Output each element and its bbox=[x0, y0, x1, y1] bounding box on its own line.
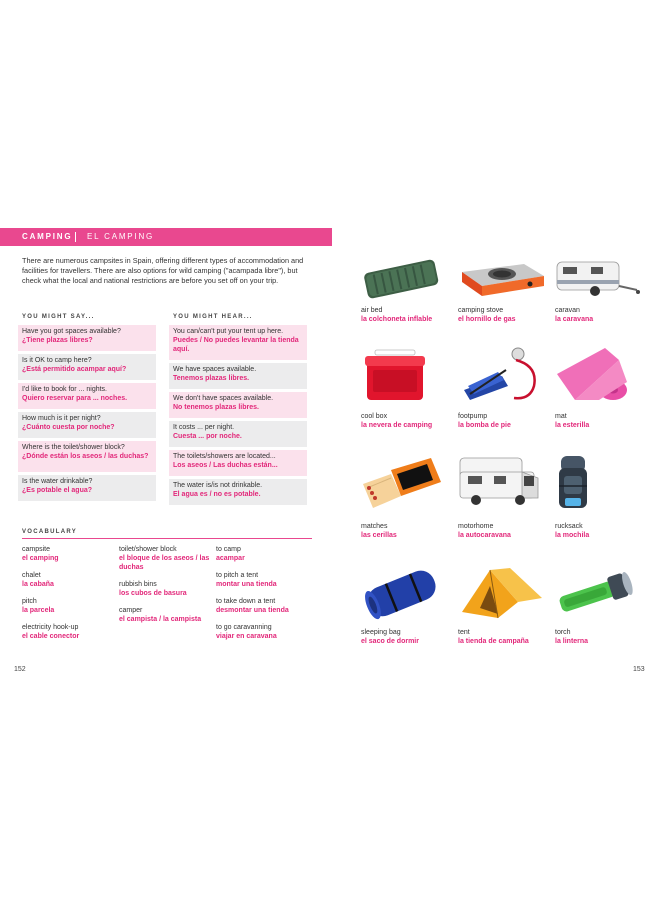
vocab-item: to pitch a tent montar una tienda bbox=[216, 572, 277, 588]
vocabulary-column-2 bbox=[119, 545, 214, 632]
item-label: camping stove el hornillo de gas bbox=[458, 307, 516, 323]
section-banner bbox=[0, 228, 332, 246]
vocab-item: chalet la cabaña bbox=[22, 572, 54, 588]
phrase-row: How much is it per night? ¿Cuánto cuesta por noche? bbox=[18, 412, 156, 438]
mat-icon bbox=[555, 346, 645, 408]
you-might-say-list bbox=[18, 325, 156, 504]
item-label: mat la esterilla bbox=[555, 413, 590, 429]
vocabulary-heading: VOCABULARY bbox=[22, 529, 78, 535]
phrase-row: Have you got spaces available? ¿Tiene plazas libres? bbox=[18, 325, 156, 351]
item-label: sleeping bag el saco de dormir bbox=[361, 629, 419, 645]
vocab-item: rubbish bins los cubos de basura bbox=[119, 581, 187, 597]
motorhome-icon bbox=[458, 452, 548, 514]
item-label: matches las cerillas bbox=[361, 523, 397, 539]
matches-icon bbox=[361, 452, 451, 514]
rucksack-icon bbox=[555, 452, 645, 514]
cool-box-icon bbox=[361, 346, 451, 408]
vocab-item: pitch la parcela bbox=[22, 598, 55, 614]
phrase-row: Where is the toilet/shower block? ¿Dónde están los aseos / las duchas? bbox=[18, 441, 156, 472]
item-label: torch la linterna bbox=[555, 629, 589, 645]
item-label: tent la tienda de campaña bbox=[458, 629, 529, 645]
item-label: air bed la colchoneta inflable bbox=[361, 307, 433, 323]
torch-icon bbox=[555, 562, 645, 624]
tent-icon bbox=[458, 562, 548, 624]
phrase-row: The toilets/showers are located... Los aseos / Las duchas están... bbox=[169, 450, 307, 476]
vocab-item: to go caravanning viajar en caravana bbox=[216, 624, 277, 640]
air-bed-icon bbox=[361, 250, 451, 302]
page-number-left: 152 bbox=[14, 666, 26, 673]
phrase-row: We have spaces available. Tenemos plazas libres. bbox=[169, 363, 307, 389]
item-label: cool box la nevera de camping bbox=[361, 413, 433, 429]
vocabulary-divider bbox=[22, 538, 312, 539]
vocab-item: toilet/shower block el bloque de los aseos / las duchas bbox=[119, 546, 210, 571]
vocabulary-column-3 bbox=[216, 545, 311, 649]
vocab-item: campsite el camping bbox=[22, 546, 59, 562]
vocab-item: to take down a tent desmontar una tienda bbox=[216, 598, 289, 614]
phrase-row: It costs ... per night. Cuesta ... por noche. bbox=[169, 421, 307, 447]
you-might-say-heading: YOU MIGHT SAY... bbox=[22, 314, 95, 320]
vocab-item: to camp acampar bbox=[216, 546, 245, 562]
phrase-row: You can/can't put your tent up here. Puedes / No puedes levantar la tienda aquí. bbox=[169, 325, 307, 360]
you-might-hear-heading: YOU MIGHT HEAR... bbox=[173, 314, 253, 320]
phrase-row: I'd like to book for ... nights. Quiero reservar para ... noches. bbox=[18, 383, 156, 409]
sleeping-bag-icon bbox=[361, 562, 451, 624]
footpump-icon bbox=[458, 346, 548, 408]
item-label: footpump la bomba de pie bbox=[458, 413, 511, 429]
caravan-icon bbox=[555, 250, 645, 302]
phrase-row: Is it OK to camp here? ¿Está permitido acampar aquí? bbox=[18, 354, 156, 380]
page-number-right: 153 bbox=[633, 666, 645, 673]
vocabulary-column-1 bbox=[22, 545, 117, 649]
vocab-item: electricity hook-up el cable conector bbox=[22, 624, 80, 640]
item-label: rucksack la mochila bbox=[555, 523, 590, 539]
item-label: motorhome la autocaravana bbox=[458, 523, 511, 539]
vocab-item: camper el campista / la campista bbox=[119, 607, 202, 623]
camping-stove-icon bbox=[458, 250, 548, 302]
section-title: CAMPING bbox=[22, 232, 73, 241]
phrase-row: The water is/is not drinkable. El agua es / no es potable. bbox=[169, 479, 307, 505]
intro-paragraph: There are numerous campsites in Spain, offering different types of accommodation and facilities for travellers. There are also options for wild camping ("acampada libre"), but check what the local and national restrictions are before you set off on your trip. bbox=[22, 256, 304, 285]
banner-divider bbox=[75, 232, 76, 242]
phrase-row: We don't have spaces available. No tenemos plazas libres. bbox=[169, 392, 307, 418]
item-label: caravan la caravana bbox=[555, 307, 594, 323]
you-might-hear-list bbox=[169, 325, 307, 508]
section-subtitle: EL CAMPING bbox=[87, 232, 155, 241]
phrase-row: Is the water drinkable? ¿Es potable el agua? bbox=[18, 475, 156, 501]
